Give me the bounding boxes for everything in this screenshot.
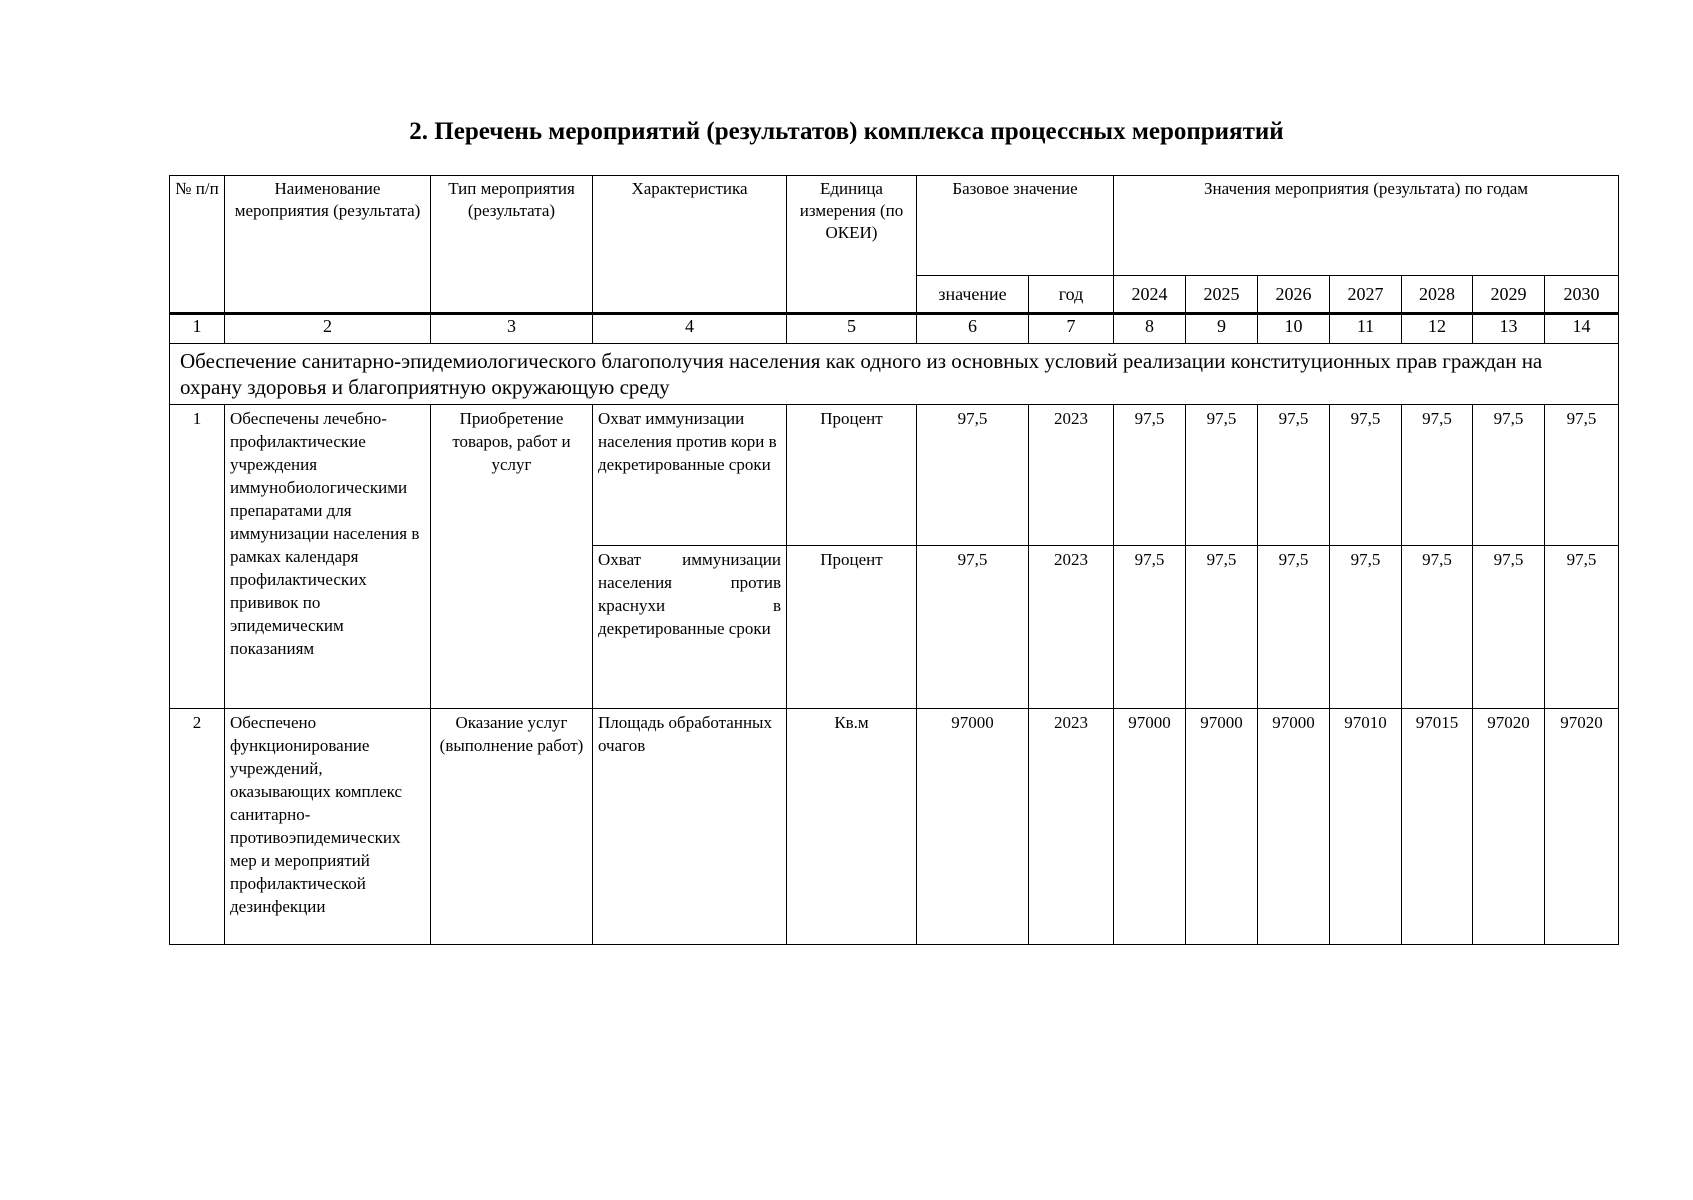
col-number: 12 bbox=[1402, 314, 1473, 344]
row-type: Приобретение товаров, работ и услуг bbox=[431, 405, 593, 709]
row-base-year: 2023 bbox=[1029, 546, 1114, 709]
row-base-year: 2023 bbox=[1029, 709, 1114, 945]
header-years-group: Значения мероприятия (результата) по годам bbox=[1114, 176, 1619, 276]
header-base-year: год bbox=[1029, 276, 1114, 314]
row-year-value: 97010 bbox=[1330, 709, 1402, 945]
row-year-value: 97020 bbox=[1473, 709, 1545, 945]
header-num: № п/п bbox=[170, 176, 225, 314]
row-type: Оказание услуг (выполнение работ) bbox=[431, 709, 593, 945]
row-year-value: 97,5 bbox=[1258, 546, 1330, 709]
header-characteristic: Характеристика bbox=[593, 176, 787, 314]
row-characteristic: Площадь обработанных очагов bbox=[593, 709, 787, 945]
col-number: 10 bbox=[1258, 314, 1330, 344]
row-base-value: 97000 bbox=[917, 709, 1029, 945]
row-year-value: 97,5 bbox=[1330, 405, 1402, 546]
row-year-value: 97015 bbox=[1402, 709, 1473, 945]
row-num: 2 bbox=[170, 709, 225, 945]
header-base: Базовое значение bbox=[917, 176, 1114, 276]
row-year-value: 97,5 bbox=[1186, 546, 1258, 709]
table-row bbox=[170, 709, 1619, 945]
row-characteristic: Охват иммунизации населения против краснухи в декретированные сроки bbox=[593, 546, 787, 709]
header-year: 2027 bbox=[1330, 276, 1402, 314]
header-type: Тип мероприятия (результата) bbox=[431, 176, 593, 314]
col-number: 3 bbox=[431, 314, 593, 344]
row-name: Обеспечены лечебно-профилактические учреждения иммунобиологическими препаратами для иммунизации населения в рамках календаря профилактических прививок по эпидемическим показаниям bbox=[225, 405, 431, 709]
row-year-value: 97,5 bbox=[1258, 405, 1330, 546]
header-year: 2030 bbox=[1545, 276, 1619, 314]
row-base-value: 97,5 bbox=[917, 405, 1029, 546]
col-number: 11 bbox=[1330, 314, 1402, 344]
row-year-value: 97,5 bbox=[1473, 405, 1545, 546]
header-base-value: значение bbox=[917, 276, 1029, 314]
row-year-value: 97,5 bbox=[1545, 546, 1619, 709]
header-year: 2025 bbox=[1186, 276, 1258, 314]
row-num: 1 bbox=[170, 405, 225, 709]
col-number: 13 bbox=[1473, 314, 1545, 344]
header-year: 2029 bbox=[1473, 276, 1545, 314]
col-number: 9 bbox=[1186, 314, 1258, 344]
row-base-year: 2023 bbox=[1029, 405, 1114, 546]
col-number: 5 bbox=[787, 314, 917, 344]
column-numbers-row bbox=[170, 314, 1619, 344]
table-row bbox=[170, 405, 1619, 546]
row-unit: Процент bbox=[787, 405, 917, 546]
row-year-value: 97,5 bbox=[1402, 546, 1473, 709]
col-number: 8 bbox=[1114, 314, 1186, 344]
row-unit: Кв.м bbox=[787, 709, 917, 945]
page-title: 2. Перечень мероприятий (результатов) комплекса процессных мероприятий bbox=[409, 118, 1284, 145]
col-number: 1 bbox=[170, 314, 225, 344]
row-characteristic: Охват иммунизации населения против кори в декретированные сроки bbox=[593, 405, 787, 546]
header-year: 2024 bbox=[1114, 276, 1186, 314]
col-number: 4 bbox=[593, 314, 787, 344]
row-name: Обеспечено функционирование учреждений, оказывающих комплекс санитарно-противоэпидемических мер и мероприятий профилактической дезинфекции bbox=[225, 709, 431, 945]
row-year-value: 97,5 bbox=[1186, 405, 1258, 546]
row-year-value: 97000 bbox=[1114, 709, 1186, 945]
header-row-top bbox=[170, 176, 1619, 276]
row-year-value: 97000 bbox=[1186, 709, 1258, 945]
header-name: Наименование мероприятия (результата) bbox=[225, 176, 431, 314]
col-number: 14 bbox=[1545, 314, 1619, 344]
row-year-value: 97,5 bbox=[1402, 405, 1473, 546]
section-row bbox=[170, 344, 1619, 405]
row-year-value: 97,5 bbox=[1545, 405, 1619, 546]
col-number: 7 bbox=[1029, 314, 1114, 344]
row-year-value: 97,5 bbox=[1330, 546, 1402, 709]
col-number: 2 bbox=[225, 314, 431, 344]
header-unit: Единица измерения (по ОКЕИ) bbox=[787, 176, 917, 314]
row-base-value: 97,5 bbox=[917, 546, 1029, 709]
row-year-value: 97,5 bbox=[1114, 546, 1186, 709]
row-year-value: 97020 bbox=[1545, 709, 1619, 945]
row-year-value: 97,5 bbox=[1114, 405, 1186, 546]
row-unit: Процент bbox=[787, 546, 917, 709]
section-title: Обеспечение санитарно-эпидемиологического благополучия населения как одного из основных условий реализации конституционных прав граждан на охрану здоровья и благоприятную окружающую среду bbox=[170, 344, 1619, 405]
activities-table bbox=[169, 175, 1619, 945]
row-year-value: 97000 bbox=[1258, 709, 1330, 945]
header-year: 2028 bbox=[1402, 276, 1473, 314]
header-year: 2026 bbox=[1258, 276, 1330, 314]
col-number: 6 bbox=[917, 314, 1029, 344]
row-year-value: 97,5 bbox=[1473, 546, 1545, 709]
